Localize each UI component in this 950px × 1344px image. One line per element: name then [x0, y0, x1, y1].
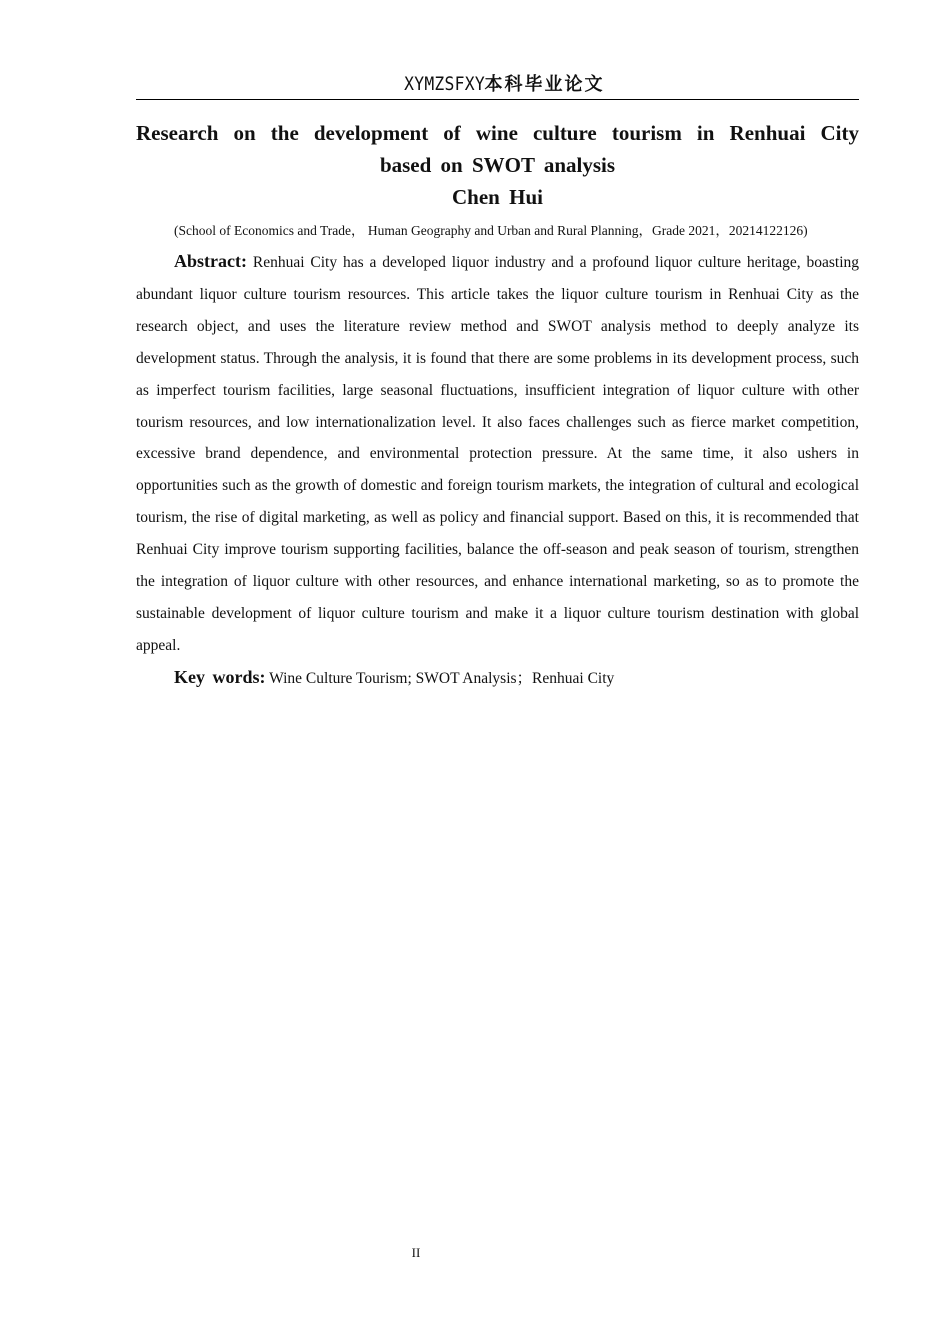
paper-title-line-2: based on SWOT analysis: [379, 153, 616, 177]
header-chinese-title: 本科毕业论文: [484, 74, 605, 95]
page-number: II: [411, 1245, 421, 1260]
paper-title-line-1: Research on the development of wine culture tourism in Renhuai City: [136, 121, 859, 145]
paper-title: [136, 117, 859, 181]
abstract-paragraph: [136, 246, 859, 662]
author-affiliation: (School of Economics and Trade， Human Geography and Urban and Rural Planning，Grade 2021，20214122126): [174, 223, 808, 238]
abstract-label: Abstract:: [174, 251, 247, 271]
abstract-text: Renhuai City has a developed liquor industry and a profound liquor culture heritage, boasting abundant liquor culture tourism resources. This article takes the liquor culture tourism in Renhuai City as the research object, and uses the literature review method and SWOT analysis method to deeply analyze its development status. Through the analysis, it is found that there are some problems in its development process, such as imperfect tourism facilities, large seasonal fluctuations, insufficient integration of liquor culture with other tourism resources, and low internationalization level. It also faces challenges such as fierce market competition, excessive brand dependence, and environmental protection pressure. At the same time, it also ushers in opportunities such as the growth of domestic and foreign tourism markets, the integration of cultural and ecological tourism, the rise of digital marketing, as well as policy and financial support. Based on this, it is recommended that Renhuai City improve tourism supporting facilities, balance the off-season and peak season of tourism, strengthen the integration of liquor culture with other resources, and enhance international marketing, so as to promote the sustainable development of liquor culture tourism and make it a liquor culture tourism destination with global appeal.: [136, 254, 859, 654]
keywords-label: Key words:: [174, 667, 266, 687]
author-name: Chen Hui: [452, 185, 543, 209]
keywords-line: [174, 662, 864, 694]
header-code: XYMZSFXY: [403, 73, 485, 95]
running-header: [136, 70, 859, 99]
keywords-text: Wine Culture Tourism; SWOT Analysis；Renhuai City: [269, 670, 615, 687]
header-rule: [136, 99, 859, 100]
